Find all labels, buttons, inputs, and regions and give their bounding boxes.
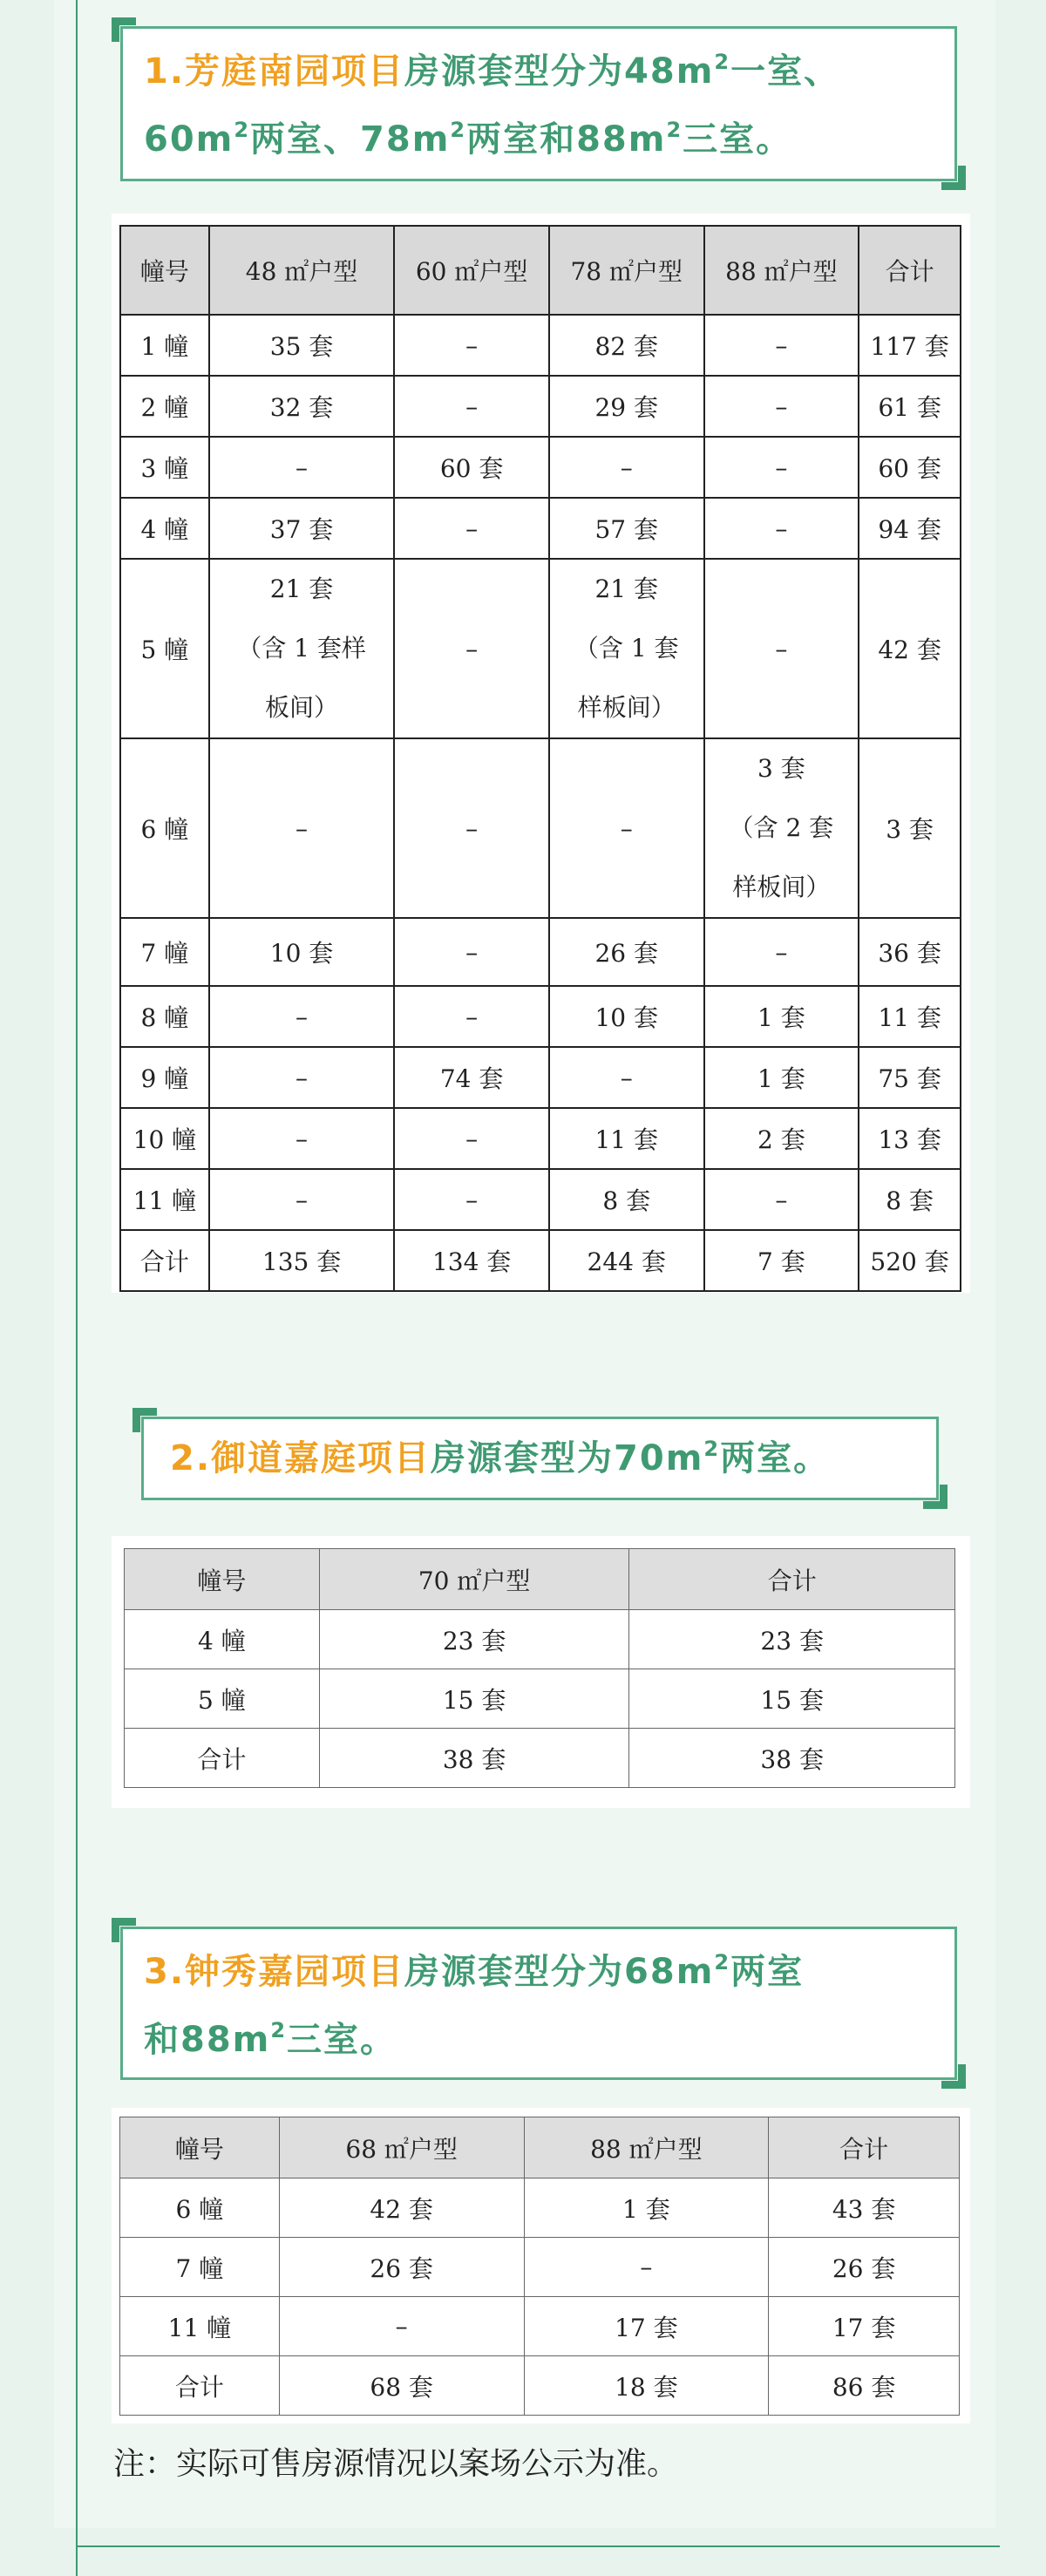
section1-heading: 1.芳庭南园项目房源套型分为$48m^2$一室、 $60m^2$两室、$78m^2$两室和$88m^2$三室。	[144, 50, 841, 160]
table-cell: 8 套	[549, 1169, 704, 1230]
table-cell: 7 幢	[120, 918, 209, 986]
table-row	[120, 918, 961, 986]
table-cell: 2 幢	[120, 376, 209, 437]
table-cell: 42 套	[279, 2178, 524, 2238]
table-row	[120, 2178, 960, 2238]
table-cell: –	[704, 376, 859, 437]
table-cell: 合计	[125, 1729, 320, 1788]
table-cell: 7 幢	[120, 2238, 280, 2297]
table-cell: –	[704, 498, 859, 559]
table-cell: –	[394, 559, 549, 738]
table-cell: –	[704, 918, 859, 986]
table-cell: 86 套	[769, 2356, 960, 2416]
table-cell: 11 套	[549, 1108, 704, 1169]
table-header-row	[120, 2117, 960, 2178]
table-cell: –	[394, 918, 549, 986]
table-cell: 37 套	[209, 498, 395, 559]
column-header: 幢号	[120, 226, 209, 315]
table-cell: 74 套	[394, 1047, 549, 1108]
table-cell: –	[394, 1108, 549, 1169]
table-cell: 11 幢	[120, 1169, 209, 1230]
table-cell: –	[524, 2238, 769, 2297]
table-cell: 7 套	[704, 1230, 859, 1291]
table-cell: 10 套	[549, 986, 704, 1047]
table-cell: 18 套	[524, 2356, 769, 2416]
table-row	[120, 986, 961, 1047]
table-cell: 23 套	[319, 1610, 629, 1669]
table-cell: 3 套	[859, 738, 961, 918]
column-header: 合计	[769, 2117, 960, 2178]
table-cell: 23 套	[629, 1610, 955, 1669]
table-row	[120, 2356, 960, 2416]
table-cell: 60 套	[394, 437, 549, 498]
column-header: 合计	[859, 226, 961, 315]
table-cell: –	[704, 559, 859, 738]
table-cell: 61 套	[859, 376, 961, 437]
table-cell: –	[394, 376, 549, 437]
table-cell: 4 幢	[125, 1610, 320, 1669]
column-header: 68 ㎡户型	[279, 2117, 524, 2178]
table-cell: 15 套	[629, 1669, 955, 1729]
table-cell: 6 幢	[120, 2178, 280, 2238]
table-cell: 9 幢	[120, 1047, 209, 1108]
table-cell: 244 套	[549, 1230, 704, 1291]
table-cell: –	[549, 738, 704, 918]
table-row	[125, 1669, 955, 1729]
corner-decoration	[923, 1485, 948, 1509]
table-cell: 36 套	[859, 918, 961, 986]
section1-heading-box	[120, 26, 957, 181]
table-cell: 合计	[120, 1230, 209, 1291]
table-cell: 117 套	[859, 315, 961, 376]
table-cell: 35 套	[209, 315, 395, 376]
table-row	[120, 376, 961, 437]
table-cell: –	[394, 315, 549, 376]
table-cell: 17 套	[769, 2297, 960, 2356]
table-row	[120, 1169, 961, 1230]
table-row	[120, 559, 961, 738]
corner-decoration	[941, 166, 966, 190]
table-row	[120, 498, 961, 559]
table-cell: 3 幢	[120, 437, 209, 498]
table-header-row	[125, 1549, 955, 1610]
table-cell: 1 套	[704, 986, 859, 1047]
table-cell: 26 套	[279, 2238, 524, 2297]
table-cell: 32 套	[209, 376, 395, 437]
table-cell: 11 套	[859, 986, 961, 1047]
table-cell: 60 套	[859, 437, 961, 498]
table-cell: 11 幢	[120, 2297, 280, 2356]
table-cell: 6 幢	[120, 738, 209, 918]
table-cell: –	[704, 1169, 859, 1230]
table-cell: 17 套	[524, 2297, 769, 2356]
table-row	[120, 2297, 960, 2356]
section3-table	[119, 2117, 960, 2416]
table-row	[120, 1230, 961, 1291]
table-cell: 3 套 （含 2 套 样板间）	[704, 738, 859, 918]
column-header: 60 ㎡户型	[394, 226, 549, 315]
table-cell: 8 幢	[120, 986, 209, 1047]
section3-heading-box	[120, 1927, 957, 2080]
table-cell: 520 套	[859, 1230, 961, 1291]
section1-table	[119, 225, 961, 1292]
table-cell: –	[209, 437, 395, 498]
table-cell: 1 套	[704, 1047, 859, 1108]
table-cell: 2 套	[704, 1108, 859, 1169]
section2-heading: 2.御道嘉庭项目房源套型为$70m^2$两室。	[170, 1437, 831, 1478]
table-cell: –	[209, 1169, 395, 1230]
table-cell: –	[209, 986, 395, 1047]
table-cell: 1 套	[524, 2178, 769, 2238]
table-row	[120, 437, 961, 498]
table-cell: 29 套	[549, 376, 704, 437]
table-cell: 82 套	[549, 315, 704, 376]
corner-decoration	[112, 17, 136, 42]
table-row	[120, 1047, 961, 1108]
table-cell: –	[704, 437, 859, 498]
table-cell: 合计	[120, 2356, 280, 2416]
table-cell: –	[394, 738, 549, 918]
column-header: 88 ㎡户型	[524, 2117, 769, 2178]
column-header: 78 ㎡户型	[549, 226, 704, 315]
table-row	[125, 1610, 955, 1669]
column-header: 88 ㎡户型	[704, 226, 859, 315]
corner-decoration	[112, 1918, 136, 1942]
table-cell: –	[704, 315, 859, 376]
table-cell: 94 套	[859, 498, 961, 559]
table-cell: 38 套	[629, 1729, 955, 1788]
table-row	[125, 1729, 955, 1788]
table-cell: –	[394, 1169, 549, 1230]
section3-heading: 3.钟秀嘉园项目房源套型分为$68m^2$两室 和$88m^2$三室。	[144, 1950, 805, 2060]
table-cell: –	[209, 1047, 395, 1108]
column-header: 70 ㎡户型	[319, 1549, 629, 1610]
decorative-side-line	[76, 0, 78, 2576]
column-header: 幢号	[125, 1549, 320, 1610]
table-cell: 75 套	[859, 1047, 961, 1108]
table-cell: 21 套 （含 1 套 样板间）	[549, 559, 704, 738]
decorative-bottom-line	[76, 2545, 1000, 2547]
table-cell: 8 套	[859, 1169, 961, 1230]
section2-heading-box	[141, 1417, 939, 1500]
table-cell: 10 套	[209, 918, 395, 986]
table-cell: –	[394, 986, 549, 1047]
table-cell: –	[279, 2297, 524, 2356]
table-cell: 15 套	[319, 1669, 629, 1729]
corner-decoration	[132, 1408, 157, 1432]
table-cell: 4 幢	[120, 498, 209, 559]
table-cell: 10 幢	[120, 1108, 209, 1169]
column-header: 合计	[629, 1549, 955, 1610]
table-cell: –	[209, 738, 395, 918]
corner-decoration	[941, 2064, 966, 2089]
table-cell: 13 套	[859, 1108, 961, 1169]
table-cell: 5 幢	[125, 1669, 320, 1729]
table-cell: 43 套	[769, 2178, 960, 2238]
table-cell: 135 套	[209, 1230, 395, 1291]
table-cell: –	[549, 1047, 704, 1108]
table-row	[120, 2238, 960, 2297]
table-cell: 57 套	[549, 498, 704, 559]
table-cell: –	[394, 498, 549, 559]
table-cell: 5 幢	[120, 559, 209, 738]
section2-table	[124, 1548, 955, 1788]
footnote: 注：实际可售房源情况以案场公示为准。	[113, 2446, 679, 2482]
column-header: 幢号	[120, 2117, 280, 2178]
table-header-row	[120, 226, 961, 315]
table-cell: 26 套	[549, 918, 704, 986]
table-row	[120, 738, 961, 918]
table-cell: 134 套	[394, 1230, 549, 1291]
table-cell: –	[209, 1108, 395, 1169]
table-cell: 42 套	[859, 559, 961, 738]
table-cell: 1 幢	[120, 315, 209, 376]
table-row	[120, 1108, 961, 1169]
table-cell: –	[549, 437, 704, 498]
table-cell: 68 套	[279, 2356, 524, 2416]
table-cell: 38 套	[319, 1729, 629, 1788]
table-cell: 26 套	[769, 2238, 960, 2297]
table-row	[120, 315, 961, 376]
table-cell: 21 套 （含 1 套样 板间）	[209, 559, 395, 738]
column-header: 48 ㎡户型	[209, 226, 395, 315]
